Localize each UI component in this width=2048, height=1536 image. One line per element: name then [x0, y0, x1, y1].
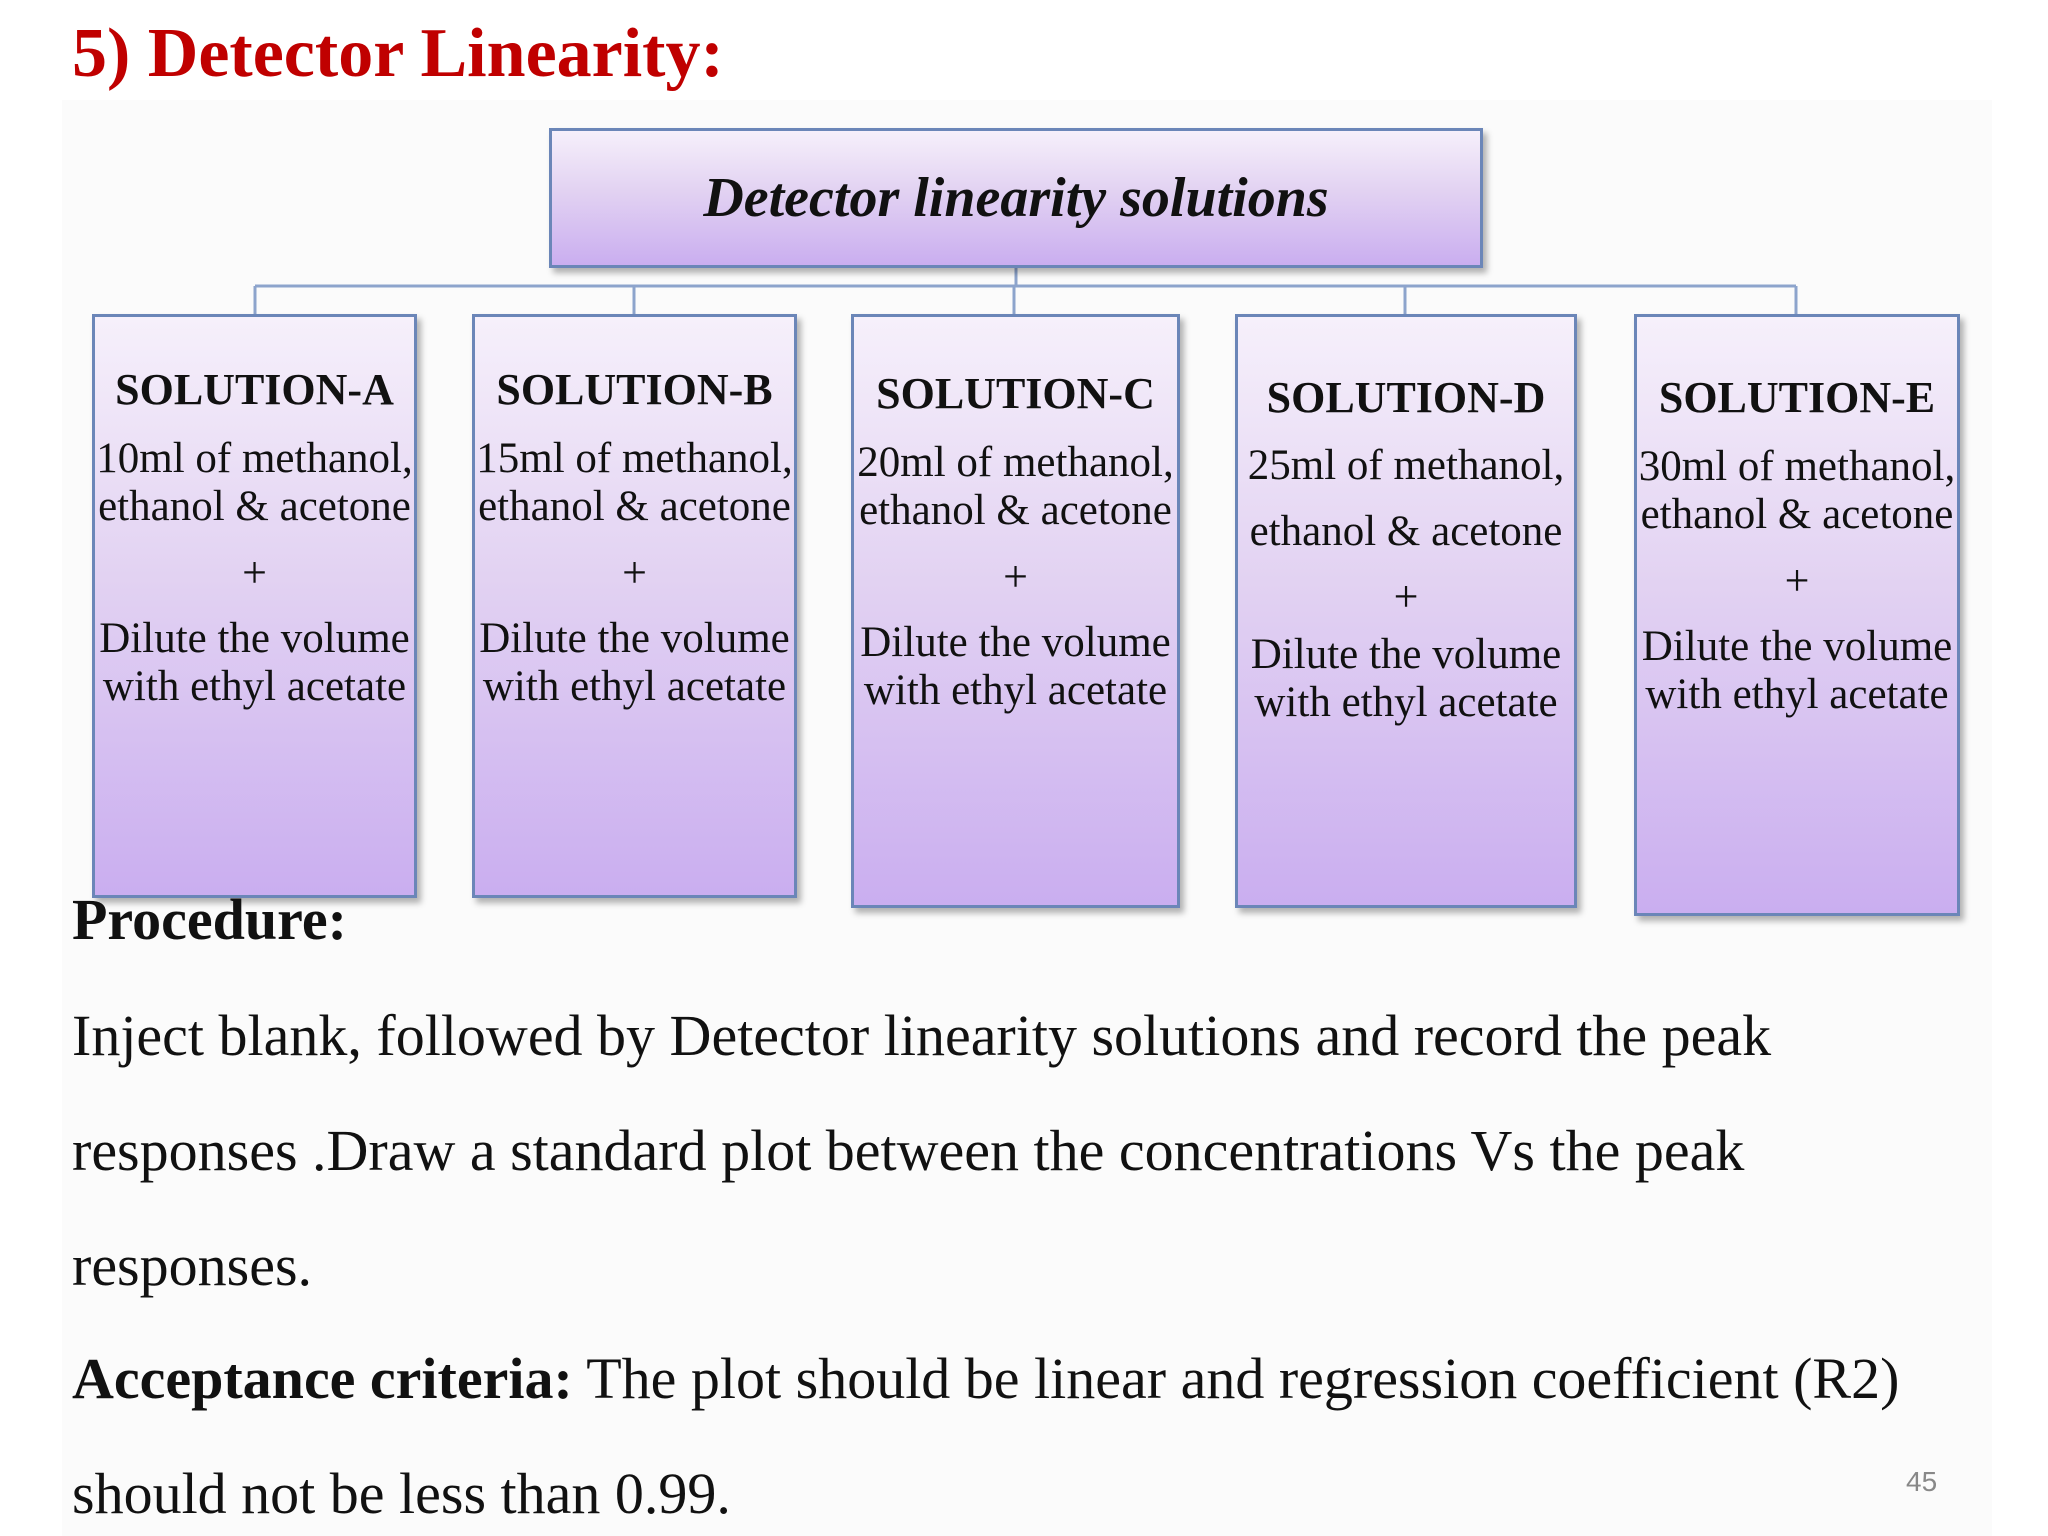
solution-b-node [472, 314, 797, 898]
solution-dilution: Dilute the volume with ethyl acetate [860, 619, 1171, 714]
solution-name: SOLUTION-D [1266, 373, 1546, 422]
solution-name: SOLUTION-B [496, 365, 773, 414]
solution-dilution: Dilute the volume with ethyl acetate [479, 615, 790, 710]
solution-name: SOLUTION-E [1658, 373, 1936, 422]
solution-name: SOLUTION-C [876, 369, 1155, 418]
solution-dilution: Dilute the volume with ethyl acetate [1250, 631, 1562, 726]
solution-amount: 30ml of methanol, ethanol & acetone [1638, 443, 1956, 538]
acceptance-criteria-text: The plot should be linear and regression coefficient (R2) should not be less than 0.99. [72, 1346, 1900, 1526]
acceptance-criteria [72, 1321, 1972, 1536]
plus-sign: + [1003, 552, 1028, 601]
solution-d-node [1235, 314, 1577, 908]
plus-sign: + [1393, 572, 1419, 621]
solution-amount: 25ml of methanol, ethanol & acetone [1247, 442, 1565, 555]
page-number: 45 [1906, 1466, 1938, 1497]
plus-sign: + [622, 548, 647, 597]
solution-dilution: Dilute the volume with ethyl acetate [99, 615, 410, 710]
procedure-heading: Procedure: [72, 887, 347, 952]
acceptance-criteria-label: Acceptance criteria: [72, 1346, 573, 1411]
solution-name: SOLUTION-A [115, 365, 394, 414]
root-node-label: Detector linearity solutions [703, 167, 1329, 229]
slide-title: 5) Detector Linearity: [72, 15, 724, 92]
solution-a-node [92, 314, 417, 898]
root-node [549, 128, 1483, 268]
solution-amount: 10ml of methanol, ethanol & acetone [96, 435, 413, 530]
solution-dilution: Dilute the volume with ethyl acetate [1641, 623, 1953, 718]
solution-amount: 15ml of methanol, ethanol & acetone [476, 435, 793, 530]
procedure-text: Inject blank, followed by Detector linearity solutions and record the peak responses .Draw a standard plot between the concentrations Vs the peak responses. [72, 1003, 1772, 1298]
solution-c-node [851, 314, 1180, 908]
solution-e-node [1634, 314, 1960, 916]
plus-sign: + [242, 548, 267, 597]
plus-sign: + [1784, 556, 1810, 605]
solution-amount: 20ml of methanol, ethanol & acetone [857, 439, 1174, 534]
